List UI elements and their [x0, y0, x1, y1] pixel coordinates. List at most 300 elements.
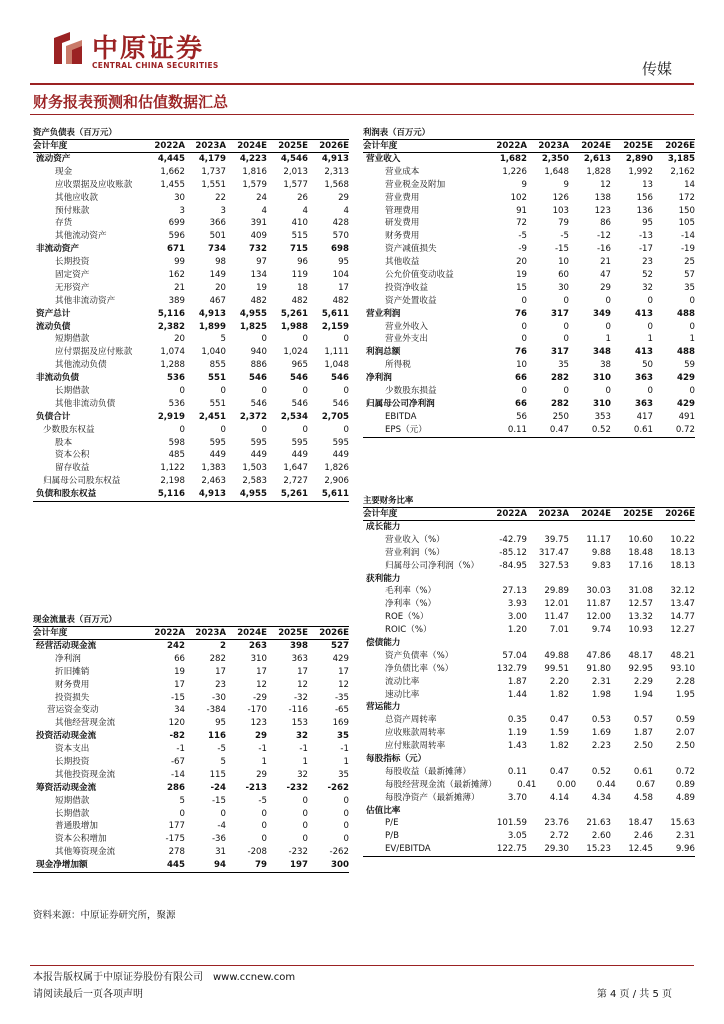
- cell-value: 4.89: [675, 792, 695, 803]
- year-header: 2025E: [623, 509, 653, 519]
- cell-value: 0: [302, 334, 308, 345]
- cell-value: 76: [515, 308, 527, 319]
- table-row: [33, 462, 349, 475]
- cell-value: 5,261: [280, 489, 308, 500]
- cell-value: 449: [250, 450, 267, 461]
- cell-value: 98: [215, 257, 226, 268]
- row-label: 归属母公司股东权益: [43, 476, 121, 487]
- cell-value: 32: [296, 731, 308, 742]
- row-label: 无形资产: [55, 282, 90, 293]
- table-row: [363, 424, 695, 437]
- cell-value: 29: [338, 192, 349, 203]
- cell-value: 1,992: [628, 166, 653, 177]
- cell-value: 20: [516, 257, 527, 268]
- cell-value: 2,159: [321, 321, 349, 332]
- cell-value: -67: [170, 757, 185, 768]
- cell-value: -1: [258, 744, 267, 755]
- year-header: 2026E: [319, 141, 349, 151]
- table-row: [363, 573, 695, 586]
- cell-value: 0: [521, 386, 527, 397]
- cell-value: 0.89: [675, 779, 696, 790]
- cell-value: [485, 521, 527, 534]
- cell-value: -262: [329, 847, 349, 858]
- cell-value: -15: [554, 244, 569, 255]
- cell-value: 10.93: [628, 625, 653, 636]
- table-row: [363, 701, 695, 714]
- cell-value: 965: [291, 360, 308, 371]
- table-row: [33, 743, 349, 756]
- cell-value: 2.72: [549, 831, 569, 842]
- cell-value: 0: [521, 321, 527, 332]
- cell-value: 1,074: [160, 347, 185, 358]
- cell-value: 0.44: [596, 779, 616, 790]
- cell-value: 0: [343, 334, 349, 345]
- cell-value: 177: [168, 821, 185, 832]
- row-label: 利润总额: [366, 347, 401, 358]
- row-label: 营业成本: [385, 166, 420, 177]
- footer-divider: [30, 965, 694, 966]
- row-label: 应付票据及应付账款: [55, 347, 133, 358]
- table-row: [33, 717, 349, 730]
- cell-value: 0: [343, 808, 349, 819]
- table-row: [363, 166, 695, 179]
- table-row: [33, 346, 349, 359]
- table-bottom-rule: [33, 872, 349, 873]
- table-row: [363, 282, 695, 295]
- cell-value: 428: [332, 218, 349, 229]
- cell-value: 12: [297, 679, 308, 690]
- cell-value: 410: [291, 218, 308, 229]
- cell-value: 18: [297, 282, 308, 293]
- cell-value: 0: [521, 295, 527, 306]
- cell-value: 126: [552, 192, 569, 203]
- footer-disclaimer: 请阅读最后一页各项声明: [33, 989, 143, 1000]
- table-row: [33, 704, 349, 717]
- table-row: [33, 308, 349, 321]
- cell-value: 2.31: [675, 831, 695, 842]
- cell-value: 391: [250, 218, 267, 229]
- cell-value: 715: [290, 244, 308, 255]
- cell-value: 2.46: [633, 831, 653, 842]
- cell-value: 1,226: [502, 166, 527, 177]
- cell-value: 0: [261, 808, 267, 819]
- cell-value: 48.21: [670, 650, 695, 661]
- cell-value: 2,382: [157, 321, 185, 332]
- cell-value: -384: [206, 705, 226, 716]
- cell-value: 12.57: [628, 599, 653, 610]
- row-label: 估值比率: [366, 805, 401, 816]
- cell-value: 48.17: [628, 650, 653, 661]
- cell-value: 2,534: [280, 411, 308, 422]
- cell-value: 1,288: [160, 360, 185, 371]
- cell-value: 417: [636, 411, 653, 422]
- table-row: [363, 398, 695, 411]
- cell-value: 123: [594, 205, 611, 216]
- header-label: 会计年度: [363, 509, 398, 519]
- cell-value: -14: [680, 231, 695, 242]
- cell-value: -175: [165, 834, 185, 845]
- table-row: [33, 820, 349, 833]
- income-statement-table: [363, 126, 695, 438]
- cell-value: 9.96: [675, 844, 695, 855]
- table-row: [33, 475, 349, 488]
- cell-value: 0: [647, 295, 653, 306]
- cell-value: [527, 573, 569, 586]
- row-label: 净利率（%）: [385, 599, 437, 610]
- row-label: 管理费用: [385, 205, 420, 216]
- cell-value: 0: [343, 821, 349, 832]
- row-label: 负债合计: [36, 411, 71, 422]
- row-label: 资本支出: [55, 744, 90, 755]
- cell-value: -116: [288, 705, 308, 716]
- cell-value: 2.23: [591, 741, 611, 752]
- cell-value: 169: [332, 718, 349, 729]
- row-label: P/E: [385, 818, 399, 829]
- cell-value: 1.59: [549, 728, 569, 739]
- cell-value: -262: [327, 782, 349, 793]
- cell-value: 18.47: [628, 818, 653, 829]
- cell-value: 0: [689, 295, 695, 306]
- cell-value: 1: [689, 334, 695, 345]
- row-label: 每股净资产（最新摊薄）: [385, 792, 480, 803]
- row-label: 非流动资产: [36, 244, 79, 255]
- table-row: [33, 640, 349, 653]
- cell-value: 0: [302, 424, 308, 435]
- cash-flow-table: [33, 613, 349, 873]
- cell-value: 413: [635, 347, 653, 358]
- cell-value: [569, 805, 611, 818]
- cell-value: 34: [174, 705, 185, 716]
- cell-value: -35: [334, 692, 349, 703]
- cell-value: 20: [215, 282, 226, 293]
- cell-value: 14: [684, 179, 695, 190]
- cell-value: 132.79: [496, 663, 527, 674]
- cell-value: [653, 805, 695, 818]
- table-row: [33, 424, 349, 437]
- cell-value: 12: [256, 679, 267, 690]
- row-label: 营业外收入: [385, 321, 428, 332]
- cell-value: 286: [167, 782, 185, 793]
- cell-value: 47: [600, 270, 611, 281]
- cell-value: 9: [563, 179, 569, 190]
- cell-value: 15.23: [586, 844, 611, 855]
- row-label: 应付账款周转率: [385, 741, 446, 752]
- year-header: 2023A: [195, 628, 226, 638]
- year-header: 2023A: [538, 509, 569, 519]
- cell-value: 102: [510, 192, 527, 203]
- cell-value: 50: [642, 360, 653, 371]
- cell-value: 1,040: [201, 347, 226, 358]
- cell-value: 1.87: [633, 728, 653, 739]
- cell-value: 0: [605, 321, 611, 332]
- cell-value: 10: [516, 360, 527, 371]
- row-label: 现金净增加额: [36, 860, 88, 871]
- cell-value: 10.22: [670, 534, 695, 545]
- table-row: [33, 372, 349, 385]
- cell-value: 1: [302, 757, 308, 768]
- cell-value: 0.72: [675, 766, 695, 777]
- year-header: 2024E: [581, 509, 611, 519]
- cell-value: 122.75: [496, 844, 527, 855]
- cell-value: 66: [515, 398, 527, 409]
- cell-value: 1: [647, 334, 653, 345]
- cell-value: 551: [209, 398, 226, 409]
- cell-value: 4,223: [239, 154, 267, 164]
- table-bottom-rule: [363, 437, 695, 438]
- row-label: 长期借款: [55, 386, 90, 397]
- table-caption: 现金流量表（百万元）: [33, 614, 117, 624]
- cell-value: 29: [256, 769, 267, 780]
- table-row: [363, 817, 695, 830]
- year-header: 2025E: [278, 141, 308, 151]
- cell-value: 2,372: [239, 411, 267, 422]
- cell-value: 546: [331, 373, 349, 384]
- cell-value: 536: [167, 373, 185, 384]
- cell-value: 92.95: [628, 663, 653, 674]
- cell-value: 23: [215, 679, 226, 690]
- cell-value: 0.11: [507, 424, 527, 435]
- row-label: 资产处置收益: [385, 295, 437, 306]
- row-label: 应收账款周转率: [385, 728, 446, 739]
- row-label: 存货: [55, 218, 73, 229]
- cell-value: 2.60: [591, 831, 611, 842]
- cell-value: 2.50: [633, 741, 653, 752]
- cell-value: 136: [636, 205, 653, 216]
- cell-value: 2.20: [549, 676, 569, 687]
- cell-value: 1: [261, 757, 267, 768]
- cell-value: 546: [249, 373, 267, 384]
- table-row: [33, 488, 349, 501]
- cell-value: 11.87: [586, 599, 611, 610]
- cell-value: 27.13: [502, 586, 527, 597]
- row-label: 营业税金及附加: [385, 179, 446, 190]
- row-label: 少数股东权益: [43, 424, 95, 435]
- cell-value: 0.47: [549, 766, 569, 777]
- cell-value: 31.08: [628, 586, 653, 597]
- table-row: [363, 295, 695, 308]
- cell-value: 21.63: [586, 818, 611, 829]
- table-row: [363, 321, 695, 334]
- table-row: [33, 333, 349, 346]
- cell-value: 19: [256, 282, 267, 293]
- row-label: ROE（%）: [385, 612, 429, 623]
- cell-value: 149: [209, 270, 226, 281]
- cell-value: 527: [331, 641, 349, 651]
- cell-value: -16: [596, 244, 611, 255]
- cell-value: 0: [563, 334, 569, 345]
- cell-value: 0: [647, 321, 653, 332]
- cell-value: 429: [677, 398, 695, 409]
- table-row: [363, 753, 695, 766]
- cell-value: 595: [209, 437, 226, 448]
- cell-value: [527, 521, 569, 534]
- cell-value: 327.53: [538, 560, 569, 571]
- table-row: [363, 359, 695, 372]
- cell-value: 2,162: [670, 166, 695, 177]
- table-row: [363, 269, 695, 282]
- cell-value: 551: [208, 373, 226, 384]
- year-header: 2023A: [195, 141, 226, 151]
- row-label: 营业收入: [366, 154, 401, 164]
- row-label: 每股指标（元）: [366, 754, 427, 765]
- cell-value: 15: [516, 282, 527, 293]
- cell-value: 0.67: [636, 779, 656, 790]
- table-row: [33, 398, 349, 411]
- row-label: 留存收益: [55, 463, 90, 474]
- row-label: 流动负债: [36, 321, 71, 332]
- year-header: 2024E: [581, 141, 611, 151]
- cell-value: -82: [169, 731, 185, 742]
- table-row: [33, 411, 349, 424]
- table-row: [363, 624, 695, 637]
- cell-value: 317: [551, 347, 569, 358]
- cell-value: 0.61: [633, 766, 653, 777]
- cell-value: 197: [290, 860, 308, 871]
- cell-value: 13: [642, 179, 653, 190]
- table-caption: 资产负债表（百万元）: [33, 127, 117, 137]
- cell-value: 855: [209, 360, 226, 371]
- table-row: [33, 666, 349, 679]
- table-row: [33, 756, 349, 769]
- row-label: 现金: [55, 166, 73, 177]
- cell-value: 57: [684, 270, 695, 281]
- cell-value: 105: [678, 218, 695, 229]
- balance-sheet-table: [33, 126, 349, 502]
- table-row: [33, 385, 349, 398]
- cell-value: -4: [217, 821, 226, 832]
- cell-value: 29.30: [544, 844, 569, 855]
- cell-value: -15: [211, 795, 226, 806]
- cell-value: 1,988: [280, 321, 308, 332]
- table-row: [33, 282, 349, 295]
- cell-value: 0.35: [507, 715, 527, 726]
- cell-value: 734: [208, 244, 226, 255]
- cell-value: 0.47: [549, 424, 569, 435]
- cell-value: 732: [249, 244, 267, 255]
- cell-value: 11.47: [544, 612, 569, 623]
- section-title: 财务报表预测和估值数据汇总: [33, 93, 229, 111]
- table-row: [363, 205, 695, 218]
- cell-value: 1,828: [586, 166, 611, 177]
- cell-value: 1.82: [549, 689, 569, 700]
- cell-value: 12.45: [628, 844, 653, 855]
- cell-value: 699: [168, 218, 185, 229]
- cell-value: 1,048: [324, 360, 349, 371]
- table-row: [33, 269, 349, 282]
- row-label: 投资活动现金流: [36, 731, 97, 742]
- cell-value: 0: [521, 334, 527, 345]
- table-row: [363, 585, 695, 598]
- row-label: 偿债能力: [366, 638, 401, 649]
- table-row: [33, 795, 349, 808]
- table-row: [363, 192, 695, 205]
- table-row: [363, 766, 695, 779]
- row-label: 总资产周转率: [385, 715, 437, 726]
- cell-value: 1.20: [507, 625, 527, 636]
- row-label: 营业费用: [385, 192, 420, 203]
- row-label: P/B: [385, 831, 399, 842]
- cell-value: 282: [209, 653, 226, 664]
- cell-value: 0.47: [549, 715, 569, 726]
- cell-value: 482: [291, 295, 308, 306]
- cell-value: -170: [247, 705, 267, 716]
- row-label: 毛利率（%）: [385, 586, 437, 597]
- cell-value: 1.95: [675, 689, 695, 700]
- cell-value: 263: [249, 641, 267, 651]
- cell-value: [569, 701, 611, 714]
- cell-value: 49.88: [544, 650, 569, 661]
- cell-value: 536: [168, 398, 185, 409]
- table-row: [33, 166, 349, 179]
- row-label: 其他经营现金流: [55, 718, 116, 729]
- cell-value: 25: [684, 257, 695, 268]
- row-label: 资产总计: [36, 308, 71, 319]
- cell-value: 3: [220, 205, 226, 216]
- row-label: 净负债比率（%）: [385, 663, 454, 674]
- row-label: 长期借款: [55, 808, 90, 819]
- cell-value: [527, 637, 569, 650]
- cell-value: 515: [291, 231, 308, 242]
- cell-value: 1,503: [242, 463, 267, 474]
- cell-value: 449: [291, 450, 308, 461]
- cell-value: 17: [256, 666, 267, 677]
- cell-value: 0.00: [556, 779, 577, 790]
- cell-value: 4: [261, 205, 267, 216]
- cell-value: 5,116: [157, 489, 185, 500]
- cell-value: 2,013: [283, 166, 308, 177]
- cell-value: 13.47: [670, 599, 695, 610]
- cell-value: 91.80: [586, 663, 611, 674]
- cell-value: -232: [286, 782, 308, 793]
- cell-value: -1: [176, 744, 185, 755]
- cell-value: 1.98: [591, 689, 611, 700]
- cell-value: 116: [208, 731, 226, 742]
- cell-value: 30.03: [586, 586, 611, 597]
- cell-value: 17: [338, 282, 349, 293]
- cell-value: 0: [302, 795, 308, 806]
- cell-value: 96: [297, 257, 308, 268]
- row-label: 非流动负债: [36, 373, 79, 384]
- cell-value: 91: [516, 205, 527, 216]
- cell-value: 52: [642, 270, 653, 281]
- cell-value: -213: [245, 782, 267, 793]
- table-row: [33, 256, 349, 269]
- table-bottom-rule: [33, 501, 349, 502]
- cell-value: 134: [250, 270, 267, 281]
- cell-value: 2,350: [541, 154, 569, 164]
- cell-value: 317: [551, 308, 569, 319]
- cell-value: 1,682: [499, 154, 527, 164]
- table-row: [33, 437, 349, 450]
- table-header-row: [33, 139, 349, 153]
- logo-english-name: CENTRAL CHINA SECURITIES: [92, 61, 219, 70]
- cell-value: 5,116: [157, 308, 185, 319]
- table-bottom-rule: [363, 856, 695, 857]
- cell-value: 1,899: [198, 321, 226, 332]
- cell-value: 0: [343, 834, 349, 845]
- cell-value: 1.94: [633, 689, 653, 700]
- row-label: 每股收益（最新摊薄）: [385, 766, 471, 777]
- cell-value: 0: [179, 424, 185, 435]
- cell-value: 0: [302, 821, 308, 832]
- cell-value: 120: [168, 718, 185, 729]
- table-row: [33, 769, 349, 782]
- cell-value: 5,611: [321, 308, 349, 319]
- cell-value: 29.89: [544, 586, 569, 597]
- cell-value: 488: [677, 347, 695, 358]
- cell-value: 0: [563, 386, 569, 397]
- cell-value: [653, 637, 695, 650]
